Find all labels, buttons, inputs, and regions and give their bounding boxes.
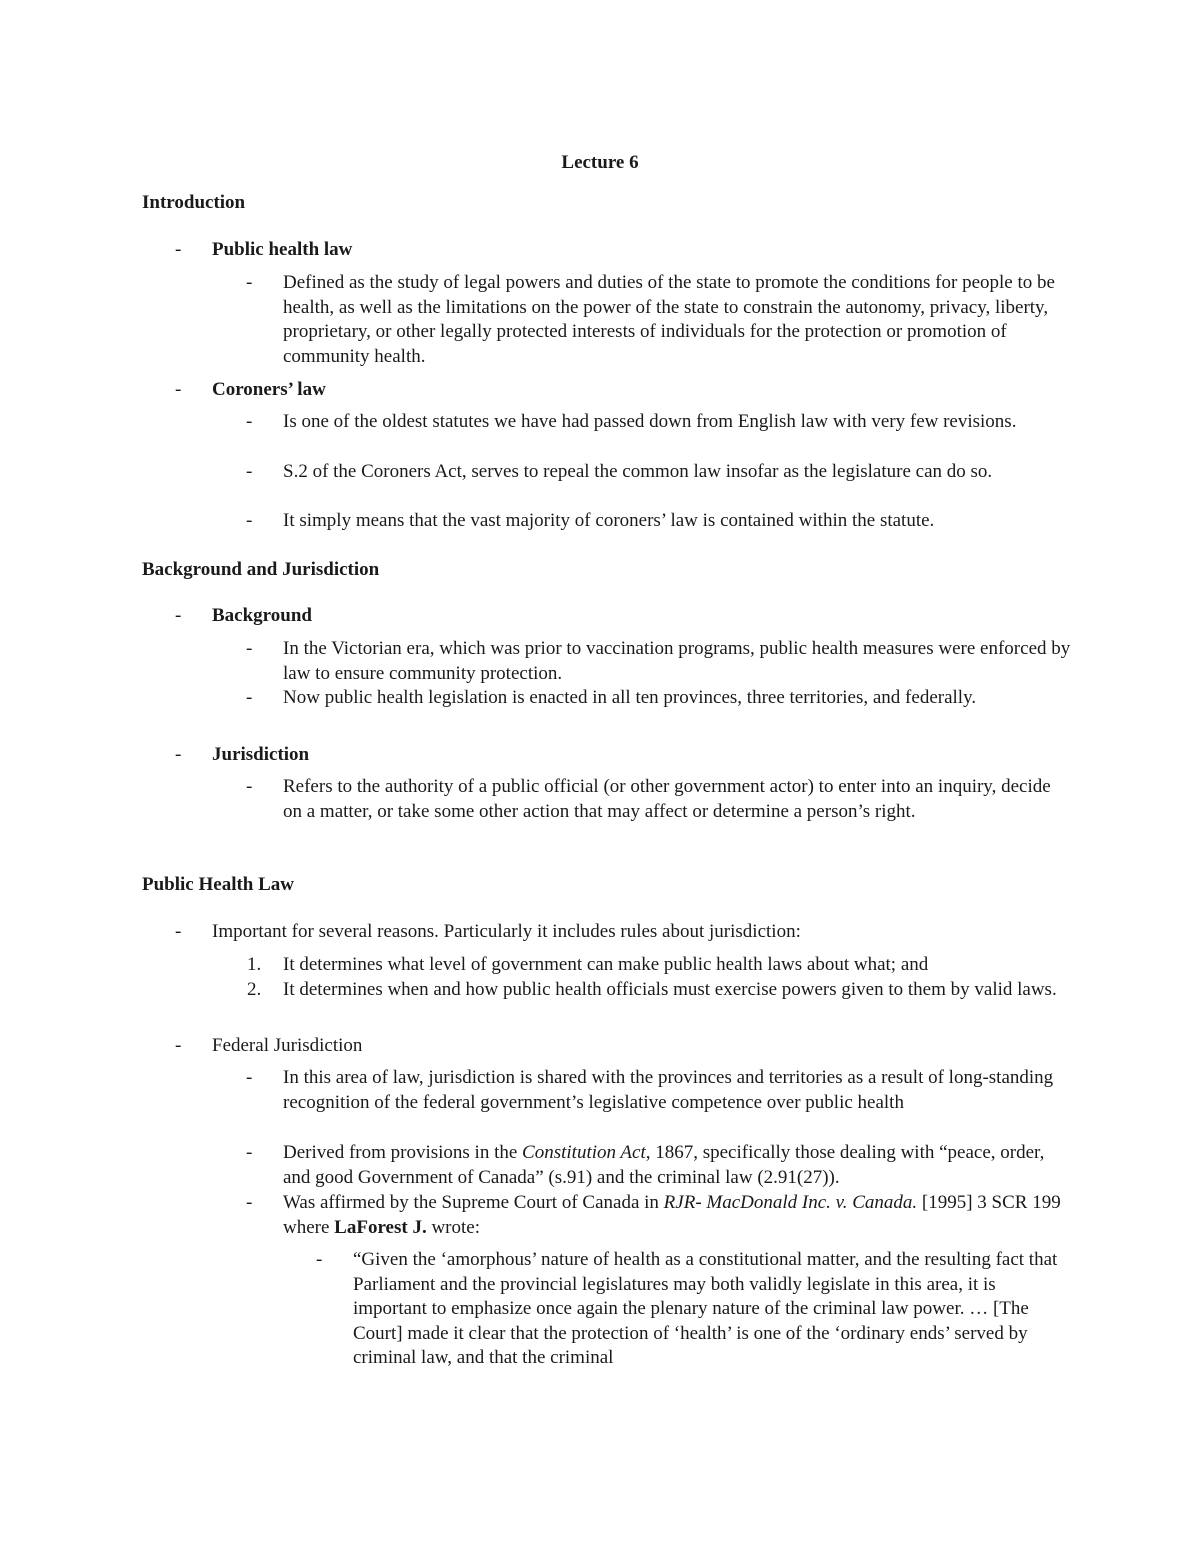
list-number: 1. bbox=[247, 954, 262, 975]
bullet-dash: - bbox=[175, 744, 182, 765]
bullet-dash: - bbox=[246, 1142, 253, 1163]
case-citation: RJR- MacDonald Inc. v. Canada. bbox=[663, 1192, 918, 1213]
item-text: In this area of law, jurisdiction is shared with the provinces and territories as a result of long-standing recognition of the federal government’s legislative competence over public health bbox=[283, 1067, 1054, 1113]
sub-item-coroners-2 bbox=[246, 460, 1073, 485]
numbered-item-2 bbox=[247, 978, 1073, 1003]
bullet-dash: - bbox=[316, 1249, 323, 1270]
section-heading-background-jurisdiction: Background and Jurisdiction bbox=[142, 559, 380, 580]
item-label: Public health law bbox=[212, 239, 353, 260]
item-text-pre: Derived from provisions in the bbox=[283, 1142, 523, 1163]
item-text-italic: Constitution Act bbox=[522, 1142, 646, 1163]
judge-name: LaForest J. bbox=[334, 1216, 427, 1238]
quote-text: “Given the ‘amorphous’ nature of health as a constitutional matter, and the resulting fact that Parliament and the provincial legislatures may both validly legislate in this area, it is important to emphasize once again the plenary nature of the criminal law power. … [The Court] made it clear that the protection of ‘health’ is one of the ‘ordinary ends’ served by criminal law, and that the criminal bbox=[353, 1249, 1058, 1368]
bullet-dash: - bbox=[246, 776, 253, 797]
item-text: Is one of the oldest statutes we have had passed down from English law with very few revisions. bbox=[283, 411, 1017, 432]
bullet-dash: - bbox=[175, 239, 182, 260]
sub-item-coroners-1 bbox=[246, 410, 1073, 435]
sub-item-coroners-3 bbox=[246, 509, 1073, 534]
bullet-dash: - bbox=[246, 272, 253, 293]
item-text-mid: [1995] 3 SCR 199 where bbox=[283, 1192, 1061, 1238]
bullet-dash: - bbox=[246, 638, 253, 659]
quote-item bbox=[316, 1248, 1073, 1371]
section-heading-introduction: Introduction bbox=[142, 192, 246, 213]
bullet-dash: - bbox=[246, 687, 253, 708]
item-text: It determines when and how public health officials must exercise powers given to them by valid laws. bbox=[283, 979, 1057, 1000]
numbered-item-1 bbox=[247, 953, 1073, 978]
item-text: Refers to the authority of a public official (or other government actor) to enter into an inquiry, decide on a matter, or take some other action that may affect or determine a person’s right. bbox=[283, 776, 1051, 822]
bullet-dash: - bbox=[246, 461, 253, 482]
bullet-dash: - bbox=[246, 411, 253, 432]
list-item-jurisdiction bbox=[175, 743, 1072, 768]
bullet-dash: - bbox=[246, 510, 253, 531]
item-text: Now public health legislation is enacted in all ten provinces, three territories, and federally. bbox=[283, 687, 977, 708]
item-label: Background bbox=[212, 605, 312, 626]
sub-item-federal-3 bbox=[246, 1191, 1073, 1240]
item-label: Jurisdiction bbox=[212, 744, 310, 765]
item-text-pre: Was affirmed by the Supreme Court of Canada in bbox=[283, 1192, 664, 1213]
sub-item-federal-2 bbox=[246, 1141, 1073, 1190]
list-number: 2. bbox=[247, 979, 262, 1000]
sub-item-jurisdiction-1 bbox=[246, 775, 1073, 824]
bullet-dash: - bbox=[246, 1192, 253, 1213]
item-text: It simply means that the vast majority of coroners’ law is contained within the statute. bbox=[283, 510, 935, 531]
bullet-dash: - bbox=[246, 1067, 253, 1088]
list-item-public-health-law bbox=[175, 238, 1072, 263]
bullet-dash: - bbox=[175, 605, 182, 626]
bullet-dash: - bbox=[175, 1035, 182, 1056]
item-text-post: wrote: bbox=[426, 1216, 480, 1238]
sub-item-federal-1 bbox=[246, 1066, 1073, 1115]
item-text: It determines what level of government can make public health laws about what; and bbox=[283, 954, 929, 975]
item-text: Defined as the study of legal powers and duties of the state to promote the conditions for people to be health, as well as the limitations on the power of the state to constrain the autonomy, privacy, liberty, proprietary, or other legally protected interests of individuals for the protection or promotion of community health. bbox=[283, 272, 1055, 367]
item-label: Coroners’ law bbox=[212, 379, 326, 400]
section-heading-public-health-law: Public Health Law bbox=[142, 874, 295, 895]
sub-item-background-1 bbox=[246, 637, 1073, 686]
item-text: In the Victorian era, which was prior to vaccination programs, public health measures were enforced by law to ensure community protection. bbox=[283, 638, 1071, 684]
item-label: Federal Jurisdiction bbox=[212, 1035, 363, 1056]
sub-item-background-2 bbox=[246, 686, 1073, 711]
item-text: Important for several reasons. Particularly it includes rules about jurisdiction: bbox=[212, 921, 801, 942]
item-text: S.2 of the Coroners Act, serves to repeal the common law insofar as the legislature can do so. bbox=[283, 461, 993, 482]
bullet-dash: - bbox=[175, 379, 182, 400]
list-item-background bbox=[175, 604, 1072, 629]
list-item-federal-jurisdiction bbox=[175, 1034, 1072, 1059]
item-text-post: , 1867, specifically those dealing with “peace, order, and good Government of Canada” (s.91) and the criminal law (2.91(27)). bbox=[283, 1142, 1045, 1188]
sub-item-phl-definition bbox=[246, 271, 1073, 369]
page-title: Lecture 6 bbox=[561, 152, 639, 173]
list-item-important bbox=[175, 920, 1072, 945]
list-item-coroners-law bbox=[175, 378, 1072, 403]
bullet-dash: - bbox=[175, 921, 182, 942]
